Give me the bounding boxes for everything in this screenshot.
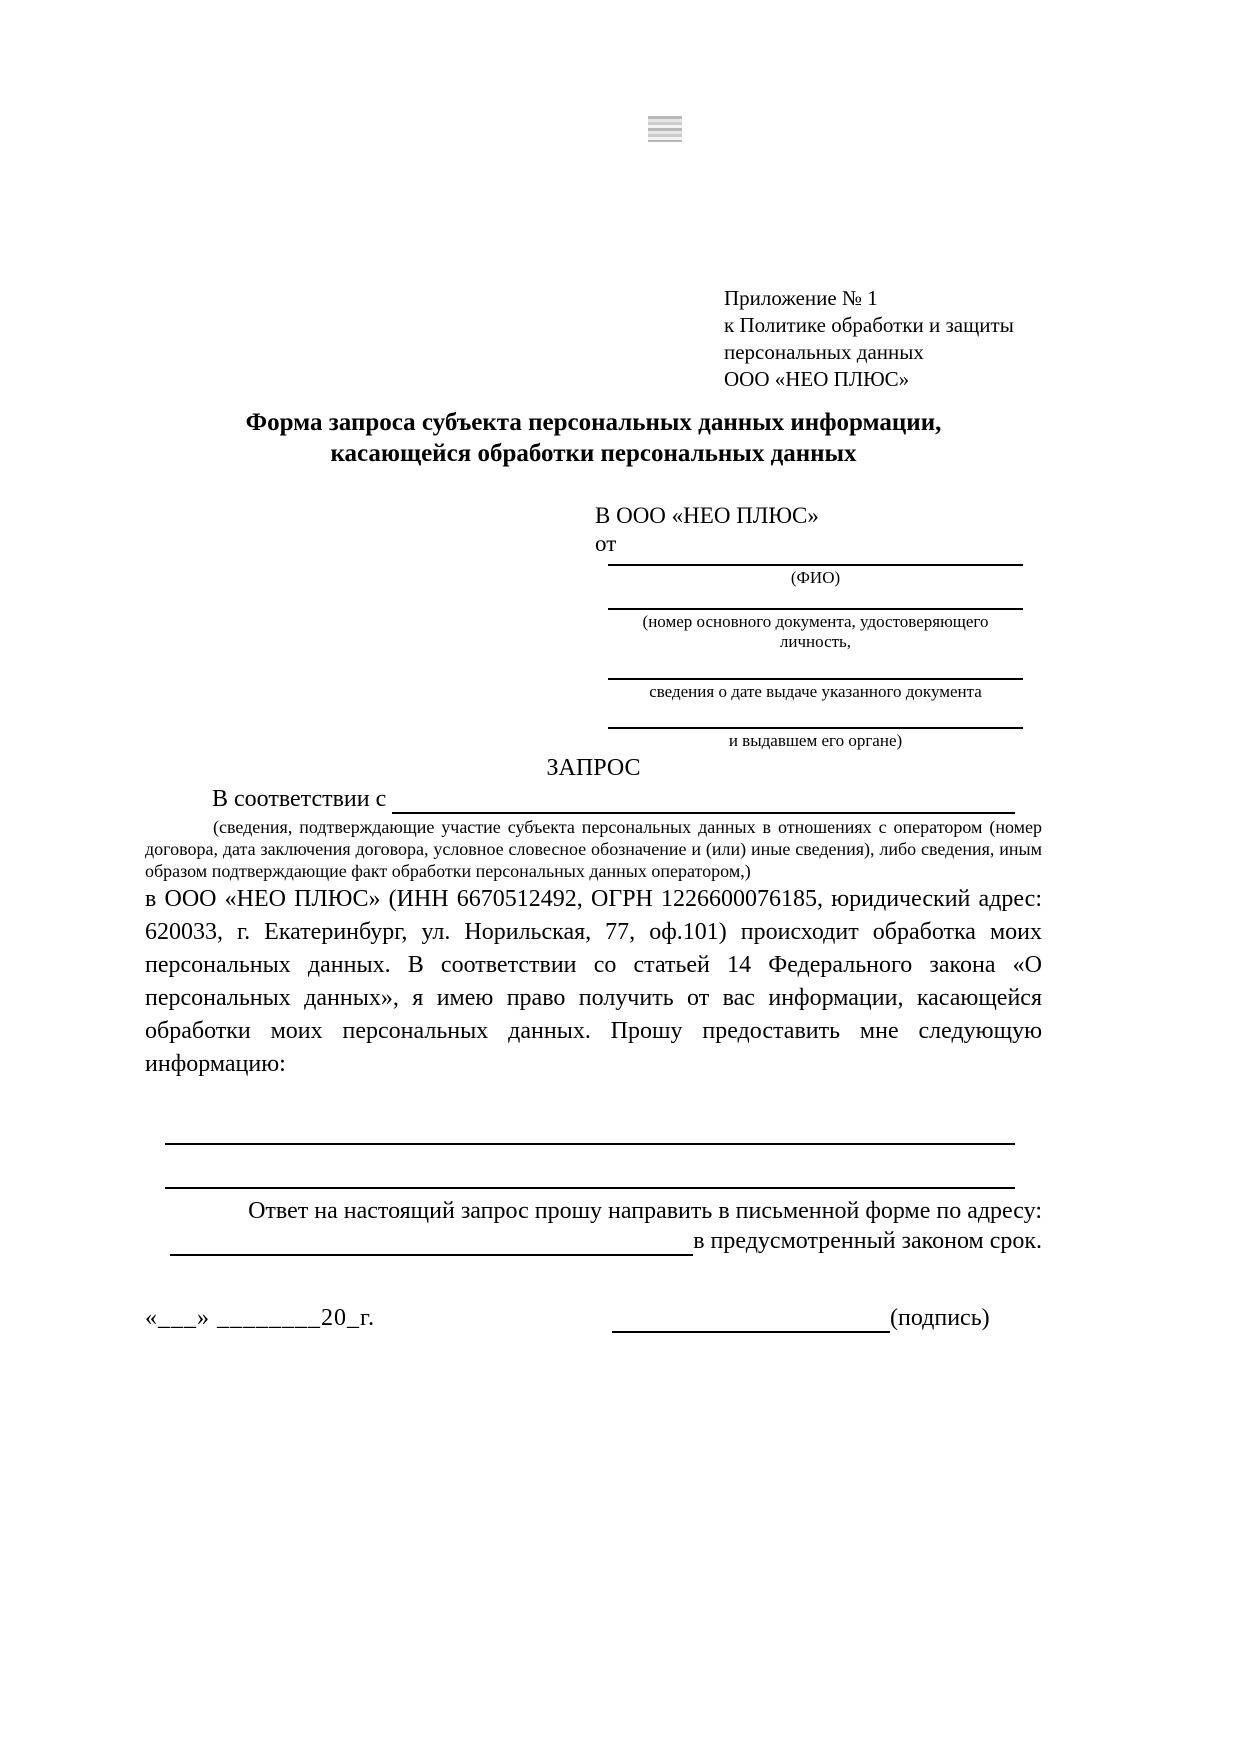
fio-caption: (ФИО) — [790, 568, 841, 587]
date-blank: «___» ________20_г. — [145, 1305, 376, 1331]
addressee-fill-fields — [608, 564, 1023, 751]
lead-row — [145, 784, 1015, 814]
document-title-line1: Форма запроса субъекта персональных данных информации, — [245, 409, 942, 436]
image-placeholder-icon — [648, 116, 682, 142]
fio-fill-line — [608, 564, 1023, 588]
note-text: (сведения, подтверждающие участие субъекта персональных данных в отношениях с оператором (номер договора, дата заключения договора, условное словесное обозначение и (или) иные сведения), либо сведения, иным образом подтверждающие факт обработки персональных данных оператором,) — [145, 817, 1042, 881]
appendix-line: к Политике обработки и защиты — [724, 313, 1014, 337]
appendix-line: Приложение № 1 — [724, 286, 878, 310]
signature-caption: (подпись) — [890, 1305, 990, 1331]
issue-date-fill-line — [608, 678, 1023, 702]
issue-org-fill-line — [608, 727, 1023, 751]
addressee-from-label: от — [595, 531, 617, 556]
body-paragraph: в ООО «НЕО ПЛЮС» (ИНН 6670512492, ОГРН 1226600076185, юридический адрес: 620033, г. Екатеринбург, ул. Норильская, 77, оф.101) происходит обработка моих персональных данных. В соответствии со статьей 14 Федерального закона «О персональных данных», я имею право получить от вас информации, касающейся обработки моих персональных данных. Прошу предоставить мне следующую информацию: — [145, 886, 1042, 1077]
info-fill-line-1 — [165, 1143, 1015, 1145]
issue-date-caption: сведения о дате выдаче указанного документа — [649, 682, 982, 701]
address-fill-line — [170, 1228, 693, 1256]
deadline-text: в предусмотренный законом срок. — [693, 1228, 1042, 1254]
appendix-line: персональных данных — [724, 340, 924, 364]
request-heading: ЗАПРОС — [546, 755, 641, 781]
addressee-block — [595, 502, 1023, 751]
address-row — [145, 1226, 1042, 1256]
doc-number-caption: (номер основного документа, удостоверяющего личность, — [642, 612, 989, 651]
appendix-line: ООО «НЕО ПЛЮС» — [724, 367, 910, 391]
issue-org-caption: и выдавшем его органе) — [728, 731, 903, 750]
info-fill-line-2 — [165, 1187, 1015, 1189]
lead-fill-line — [392, 786, 1015, 814]
addressee-to: В ООО «НЕО ПЛЮС» — [595, 503, 819, 528]
answer-instruction: Ответ на настоящий запрос прошу направить в письменной форме по адресу: — [248, 1198, 1042, 1224]
document-title-line2: касающейся обработки персональных данных — [330, 440, 857, 467]
document-title — [145, 407, 1042, 469]
lead-text: В соответствии с — [212, 786, 387, 812]
signature-group — [612, 1303, 990, 1333]
doc-number-fill-line — [608, 608, 1023, 652]
appendix-block — [724, 285, 1014, 393]
signature-fill-line — [612, 1305, 890, 1333]
